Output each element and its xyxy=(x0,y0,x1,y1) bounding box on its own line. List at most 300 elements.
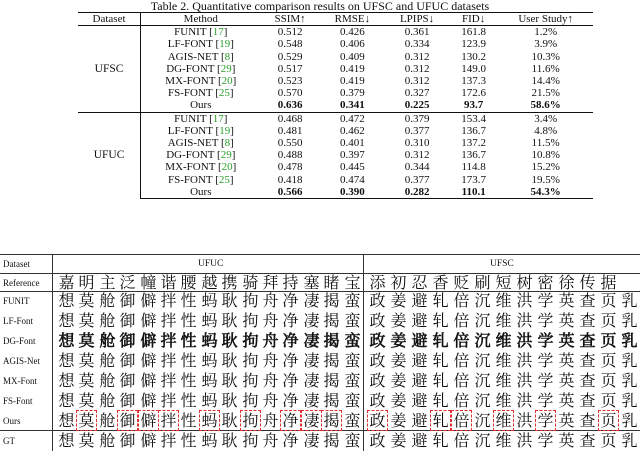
citation-bracket: ] xyxy=(231,62,236,75)
dataset-cell: UFUC xyxy=(78,112,141,198)
glyph-ufsc: 政 xyxy=(369,391,386,410)
glyph-ufsc: 倍 xyxy=(453,291,470,310)
user-cell: 4.8% xyxy=(534,124,558,137)
glyph-ufuc: 性 xyxy=(180,331,197,350)
method-name: AGIS-NET [ xyxy=(167,50,225,63)
glyph-ufuc: 御 xyxy=(119,351,136,370)
glyph-ufuc: 揭 xyxy=(323,311,340,330)
method-name: MX-FONT [ xyxy=(165,161,222,174)
method-cell xyxy=(141,99,261,112)
glyph-ufuc: 性 xyxy=(180,291,197,310)
glyph-ufsc: 英 xyxy=(558,411,575,430)
glyph-ufsc: 学 xyxy=(537,391,554,410)
citation-link[interactable]: 20 xyxy=(221,161,233,174)
method-cell xyxy=(141,161,261,173)
citation-link[interactable]: 29 xyxy=(220,62,232,75)
glyph-ufuc: 蛮 xyxy=(344,431,361,450)
header-rmse: RMSE↓ xyxy=(320,13,386,26)
glyph-ufsc: 页 xyxy=(598,410,619,431)
figure-rule xyxy=(0,254,640,255)
glyph-ufsc: 避 xyxy=(411,411,428,430)
method-name: Ours xyxy=(190,185,212,198)
glyph-ufuc: 揭 xyxy=(323,431,340,450)
glyph-ufuc: 蚂 xyxy=(201,371,218,390)
table-header-row xyxy=(78,13,593,26)
citation-link[interactable]: 20 xyxy=(221,75,233,88)
glyph-ufuc: 耿 xyxy=(221,331,238,350)
glyph-ufuc: 腰 xyxy=(180,273,197,292)
row-label: Reference xyxy=(3,278,40,288)
table-row xyxy=(78,125,593,137)
glyph-ufsc: 沉 xyxy=(474,331,491,350)
glyph-ufsc: 徐 xyxy=(558,273,575,292)
method-cell xyxy=(141,26,261,39)
citation-link[interactable]: 25 xyxy=(218,87,230,100)
glyph-ufuc: 僻 xyxy=(140,311,157,330)
table-row xyxy=(78,174,593,186)
fid-cell: 153.4 xyxy=(449,112,498,125)
glyph-ufuc: 蚂 xyxy=(201,351,218,370)
glyph-ufsc: 避 xyxy=(411,331,428,350)
citation-link[interactable]: 29 xyxy=(220,149,232,162)
glyph-ufuc: 蛮 xyxy=(344,371,361,390)
citation-link[interactable]: 19 xyxy=(219,124,231,137)
fid-cell: 130.2 xyxy=(461,50,487,63)
rmse-cell: 0.379 xyxy=(340,87,365,100)
lpips-cell: 0.334 xyxy=(404,38,430,51)
glyph-ufuc: 拌 xyxy=(160,431,177,450)
method-name: MX-FONT [ xyxy=(165,75,222,88)
glyph-ufuc: 舱 xyxy=(99,431,116,450)
glyph-ufsc: 乳 xyxy=(621,291,638,310)
glyph-ufuc: 耿 xyxy=(221,291,238,310)
citation-link[interactable]: 19 xyxy=(219,38,231,51)
glyph-ufsc: 轧 xyxy=(430,410,451,431)
glyph-ufsc: 洪 xyxy=(516,311,533,330)
method-name: DG-FONT [ xyxy=(166,149,221,162)
glyph-ufuc: 凄 xyxy=(303,391,320,410)
fid-cell: 173.7 xyxy=(461,173,487,186)
glyph-ufuc: 蚂 xyxy=(201,431,218,450)
ssim-cell: 0.468 xyxy=(261,112,320,125)
glyph-ufuc: 塞 xyxy=(303,273,320,292)
glyph-ufuc: 性 xyxy=(180,411,197,430)
citation-link[interactable]: 17 xyxy=(212,26,224,39)
glyph-ufsc: 避 xyxy=(411,351,428,370)
rmse-cell: 0.419 xyxy=(340,62,365,75)
lpips-cell: 0.310 xyxy=(404,137,430,150)
citation-bracket: ] xyxy=(223,112,228,125)
table-row xyxy=(78,38,593,50)
table-row xyxy=(78,161,593,173)
glyph-ufuc: 拌 xyxy=(160,371,177,390)
glyph-ufuc: 拘 xyxy=(242,371,259,390)
method-name: FS-FONT [ xyxy=(168,173,219,186)
glyph-ufuc: 想 xyxy=(58,351,75,370)
ssim-cell: 0.566 xyxy=(261,186,320,199)
glyph-ufuc: 想 xyxy=(58,431,75,450)
glyph-ufsc: 学 xyxy=(537,311,554,330)
glyph-ufsc: 英 xyxy=(558,331,575,350)
glyph-ufsc: 乳 xyxy=(621,311,638,330)
glyph-ufsc: 学 xyxy=(535,410,556,431)
glyph-ufsc: 树 xyxy=(516,273,533,292)
glyph-ufsc: 洪 xyxy=(516,431,533,450)
fid-cell: 149.0 xyxy=(461,62,487,75)
glyph-ufuc: 凄 xyxy=(303,431,320,450)
glyph-ufsc: 维 xyxy=(495,311,512,330)
lpips-cell: 0.312 xyxy=(404,62,430,75)
fid-cell: 137.2 xyxy=(461,137,487,150)
ssim-cell: 0.488 xyxy=(277,149,303,162)
fid-cell: 136.7 xyxy=(461,124,487,137)
glyph-ufsc: 查 xyxy=(579,351,596,370)
glyph-ufuc: 净 xyxy=(282,351,299,370)
glyph-ufsc: 姜 xyxy=(390,331,407,350)
glyph-ufuc: 舱 xyxy=(99,331,116,350)
glyph-ufsc: 避 xyxy=(411,431,428,450)
citation-bracket: ] xyxy=(232,75,237,88)
method-cell xyxy=(141,137,261,149)
ssim-cell: 0.550 xyxy=(277,137,303,150)
glyph-ufuc: 性 xyxy=(180,371,197,390)
glyph-ufuc: 舟 xyxy=(262,431,279,450)
rmse-cell: 0.341 xyxy=(340,99,365,112)
glyph-ufuc: 舟 xyxy=(262,371,279,390)
ssim-cell: 0.636 xyxy=(277,99,303,112)
glyph-ufsc: 沉 xyxy=(474,391,491,410)
glyph-ufuc: 凄 xyxy=(303,351,320,370)
glyph-ufsc: 避 xyxy=(411,311,428,330)
glyph-ufuc: 蚂 xyxy=(201,331,218,350)
glyph-ufuc: 幢 xyxy=(140,273,157,292)
glyph-ufuc: 舟 xyxy=(262,291,279,310)
glyph-ufuc: 想 xyxy=(58,391,75,410)
glyph-ufsc: 据 xyxy=(600,273,617,292)
glyph-ufsc: 洪 xyxy=(516,371,533,390)
glyph-ufuc: 想 xyxy=(58,311,75,330)
glyph-ufsc: 乳 xyxy=(621,391,638,410)
rmse-cell: 0.397 xyxy=(340,149,365,162)
citation-bracket: ] xyxy=(230,38,234,51)
table-row xyxy=(78,63,593,75)
header-ssim: SSIM↑ xyxy=(261,13,320,26)
glyph-ufsc: 页 xyxy=(600,291,617,310)
method-name: LF-FONT [ xyxy=(167,38,220,51)
ssim-cell: 0.512 xyxy=(261,26,320,39)
glyph-ufuc: 蛮 xyxy=(344,311,361,330)
glyph-ufuc: 揭 xyxy=(323,351,340,370)
glyph-ufsc: 传 xyxy=(579,273,596,292)
glyph-ufsc: 维 xyxy=(495,351,512,370)
user-cell: 11.5% xyxy=(531,137,560,150)
glyph-ufsc: 政 xyxy=(369,311,386,330)
rmse-cell: 0.445 xyxy=(340,161,365,174)
glyph-ufuc: 越 xyxy=(201,273,218,292)
header-method: Method xyxy=(141,13,261,26)
glyph-ufuc: 僻 xyxy=(140,351,157,370)
lpips-cell: 0.312 xyxy=(404,149,430,162)
glyph-ufuc: 舱 xyxy=(99,411,116,430)
glyph-ufsc: 页 xyxy=(600,351,617,370)
glyph-ufuc: 蚂 xyxy=(199,410,220,431)
glyph-ufsc: 洪 xyxy=(516,291,533,310)
glyph-ufsc: 洪 xyxy=(516,351,533,370)
fid-cell: 93.7 xyxy=(464,99,484,112)
lpips-cell: 0.282 xyxy=(385,186,449,199)
glyph-ufuc: 明 xyxy=(78,273,95,292)
ssim-cell: 0.517 xyxy=(277,62,303,75)
lpips-cell: 0.377 xyxy=(404,173,430,186)
citation-bracket: ] xyxy=(232,161,237,174)
glyph-ufsc: 英 xyxy=(558,431,575,450)
glyph-ufuc: 僻 xyxy=(140,391,157,410)
glyph-ufsc: 轧 xyxy=(432,351,449,370)
header-fid: FID↓ xyxy=(449,13,498,26)
glyph-ufuc: 舟 xyxy=(262,331,279,350)
method-cell xyxy=(141,38,261,50)
citation-bracket: ] xyxy=(229,173,234,186)
citation-bracket: ] xyxy=(230,137,234,150)
method-name: DG-FONT [ xyxy=(166,62,221,75)
table-row xyxy=(78,186,593,199)
glyph-ufsc: 避 xyxy=(411,291,428,310)
glyph-ufuc: 舱 xyxy=(99,351,116,370)
rmse-cell: 0.472 xyxy=(320,112,386,125)
lpips-cell: 0.377 xyxy=(404,124,430,137)
method-cell xyxy=(141,63,261,75)
glyph-ufuc: 莫 xyxy=(78,431,95,450)
glyph-ufsc: 政 xyxy=(367,410,388,431)
glyph-ufuc: 耿 xyxy=(221,411,238,430)
table-row xyxy=(78,87,593,99)
header-user-study: User Study↑ xyxy=(498,13,593,26)
glyph-ufuc: 拌 xyxy=(160,311,177,330)
method-name: FS-FONT [ xyxy=(168,87,219,100)
ssim-cell: 0.481 xyxy=(277,124,303,137)
method-cell xyxy=(141,87,261,99)
glyph-ufuc: 泛 xyxy=(119,273,136,292)
glyph-ufsc: 洪 xyxy=(516,391,533,410)
glyph-ufuc: 净 xyxy=(282,371,299,390)
glyph-ufsc: 避 xyxy=(411,391,428,410)
glyph-ufuc: 主 xyxy=(99,273,116,292)
rmse-cell: 0.419 xyxy=(340,75,365,88)
glyph-ufsc: 查 xyxy=(579,391,596,410)
glyph-ufsc: 英 xyxy=(558,351,575,370)
citation-link[interactable]: 8 xyxy=(224,50,231,63)
user-cell: 11.6% xyxy=(531,62,560,75)
glyph-ufsc: 轧 xyxy=(432,291,449,310)
lpips-cell: 0.312 xyxy=(404,50,430,63)
table-row xyxy=(78,75,593,87)
lpips-cell: 0.327 xyxy=(404,87,430,100)
lpips-cell: 0.361 xyxy=(385,26,449,39)
glyph-ufuc: 拘 xyxy=(242,431,259,450)
glyph-ufuc: 性 xyxy=(180,311,197,330)
glyph-ufuc: 御 xyxy=(119,311,136,330)
glyph-ufsc: 学 xyxy=(537,431,554,450)
figure-group-ufuc: UFUC xyxy=(198,259,224,269)
glyph-ufsc: 查 xyxy=(579,331,596,350)
user-cell: 14.4% xyxy=(531,75,560,88)
glyph-ufuc: 净 xyxy=(282,391,299,410)
glyph-ufuc: 想 xyxy=(58,331,75,350)
fid-cell: 110.1 xyxy=(449,186,498,199)
glyph-ufuc: 僻 xyxy=(140,291,157,310)
glyph-ufuc: 舟 xyxy=(262,311,279,330)
glyph-ufuc: 蛮 xyxy=(344,411,361,430)
method-cell xyxy=(141,75,261,87)
table-caption: Table 2. Quantitative comparison results on UFSC and UFUC datasets xyxy=(150,0,490,13)
row-label: FS-Font xyxy=(3,396,33,406)
glyph-ufuc: 舟 xyxy=(262,391,279,410)
citation-link[interactable]: 17 xyxy=(212,112,224,125)
citation-link[interactable]: 8 xyxy=(224,137,231,150)
glyph-ufsc: 维 xyxy=(493,410,514,431)
table-row xyxy=(78,26,593,39)
ssim-cell: 0.529 xyxy=(277,50,303,63)
glyph-ufsc: 查 xyxy=(579,371,596,390)
glyph-ufuc: 携 xyxy=(221,273,238,292)
glyph-ufsc: 页 xyxy=(600,311,617,330)
glyph-ufsc: 贬 xyxy=(453,273,470,292)
glyph-ufsc: 政 xyxy=(369,431,386,450)
fid-cell: 137.3 xyxy=(461,75,487,88)
glyph-ufsc: 沉 xyxy=(474,411,491,430)
glyph-ufuc: 揭 xyxy=(323,331,340,350)
glyph-ufsc: 沉 xyxy=(474,351,491,370)
glyph-ufuc: 蛮 xyxy=(344,331,361,350)
glyph-ufsc: 忍 xyxy=(411,273,428,292)
table-row xyxy=(78,137,593,149)
glyph-ufsc: 姜 xyxy=(390,411,407,430)
citation-bracket: ] xyxy=(230,50,234,63)
glyph-ufuc: 拌 xyxy=(160,331,177,350)
glyph-ufsc: 倍 xyxy=(453,391,470,410)
glyph-ufsc: 页 xyxy=(600,331,617,350)
glyph-ufuc: 莫 xyxy=(78,391,95,410)
glyph-ufuc: 净 xyxy=(282,431,299,450)
glyph-ufuc: 莫 xyxy=(76,410,97,431)
glyph-ufuc: 拌 xyxy=(158,410,179,431)
figure-divider xyxy=(363,254,364,451)
glyph-ufuc: 想 xyxy=(58,371,75,390)
qualitative-figure xyxy=(0,254,640,451)
glyph-ufuc: 蛮 xyxy=(344,391,361,410)
glyph-ufuc: 凄 xyxy=(303,291,320,310)
fid-cell: 114.8 xyxy=(461,161,486,174)
lpips-cell: 0.225 xyxy=(404,99,430,112)
glyph-ufuc: 持 xyxy=(282,273,299,292)
user-cell: 54.3% xyxy=(498,186,593,199)
glyph-ufsc: 学 xyxy=(537,371,554,390)
glyph-ufsc: 维 xyxy=(495,291,512,310)
fid-cell: 123.9 xyxy=(461,38,487,51)
row-label: Ours xyxy=(3,416,21,426)
method-name: FUNIT [ xyxy=(174,26,213,39)
dataset-cell: UFSC xyxy=(78,26,141,112)
row-label: LF-Font xyxy=(3,316,34,326)
glyph-ufsc: 政 xyxy=(369,291,386,310)
glyph-ufuc: 僻 xyxy=(138,410,159,431)
glyph-ufsc: 沉 xyxy=(474,371,491,390)
glyph-ufuc: 耿 xyxy=(221,431,238,450)
glyph-ufsc: 沉 xyxy=(474,311,491,330)
glyph-ufuc: 耿 xyxy=(221,371,238,390)
glyph-ufuc: 莫 xyxy=(78,331,95,350)
glyph-ufuc: 拜 xyxy=(262,273,279,292)
glyph-ufuc: 拌 xyxy=(160,391,177,410)
glyph-ufuc: 蚂 xyxy=(201,291,218,310)
fid-cell: 161.8 xyxy=(449,26,498,39)
glyph-ufsc: 学 xyxy=(537,351,554,370)
glyph-ufsc: 香 xyxy=(432,273,449,292)
glyph-ufuc: 嘉 xyxy=(58,273,75,292)
ssim-cell: 0.478 xyxy=(277,161,303,174)
glyph-ufuc: 骑 xyxy=(242,273,259,292)
glyph-ufsc: 轧 xyxy=(432,431,449,450)
ssim-cell: 0.570 xyxy=(277,87,303,100)
glyph-ufsc: 英 xyxy=(558,391,575,410)
lpips-cell: 0.344 xyxy=(404,161,430,174)
glyph-ufuc: 净 xyxy=(280,410,301,431)
glyph-ufsc: 查 xyxy=(579,431,596,450)
glyph-ufuc: 耿 xyxy=(221,391,238,410)
method-name: LF-FONT [ xyxy=(167,124,220,137)
glyph-ufsc: 轧 xyxy=(432,391,449,410)
glyph-ufuc: 凄 xyxy=(303,331,320,350)
glyph-ufuc: 拘 xyxy=(242,351,259,370)
glyph-ufsc: 乳 xyxy=(621,371,638,390)
glyph-ufsc: 页 xyxy=(600,391,617,410)
glyph-ufuc: 御 xyxy=(119,391,136,410)
rmse-cell: 0.474 xyxy=(340,173,365,186)
ssim-cell: 0.523 xyxy=(277,75,303,88)
glyph-ufuc: 御 xyxy=(119,431,136,450)
figure-divider xyxy=(52,254,53,451)
glyph-ufsc: 学 xyxy=(537,291,554,310)
glyph-ufuc: 莫 xyxy=(78,351,95,370)
ssim-cell: 0.548 xyxy=(277,38,303,51)
glyph-ufsc: 倍 xyxy=(451,410,472,431)
glyph-ufuc: 舱 xyxy=(99,311,116,330)
method-name: FUNIT [ xyxy=(174,112,213,125)
rmse-cell: 0.390 xyxy=(320,186,386,199)
glyph-ufuc: 蛮 xyxy=(344,291,361,310)
glyph-ufsc: 轧 xyxy=(432,371,449,390)
user-cell: 3.9% xyxy=(534,38,558,51)
glyph-ufuc: 拘 xyxy=(240,410,261,431)
glyph-ufuc: 拘 xyxy=(242,331,259,350)
glyph-ufsc: 沉 xyxy=(474,431,491,450)
citation-link[interactable]: 25 xyxy=(218,173,230,186)
ssim-cell: 0.418 xyxy=(277,173,303,186)
glyph-ufuc: 拘 xyxy=(242,311,259,330)
glyph-ufuc: 凄 xyxy=(303,371,320,390)
glyph-ufsc: 初 xyxy=(390,273,407,292)
glyph-ufsc: 英 xyxy=(558,291,575,310)
glyph-ufsc: 乳 xyxy=(621,431,638,450)
glyph-ufsc: 姜 xyxy=(390,391,407,410)
user-cell: 1.2% xyxy=(498,26,593,39)
glyph-ufuc: 性 xyxy=(180,391,197,410)
method-cell xyxy=(141,112,261,125)
method-cell xyxy=(141,186,261,199)
row-label: DG-Font xyxy=(3,336,36,346)
glyph-ufsc: 查 xyxy=(579,291,596,310)
user-cell: 3.4% xyxy=(498,112,593,125)
